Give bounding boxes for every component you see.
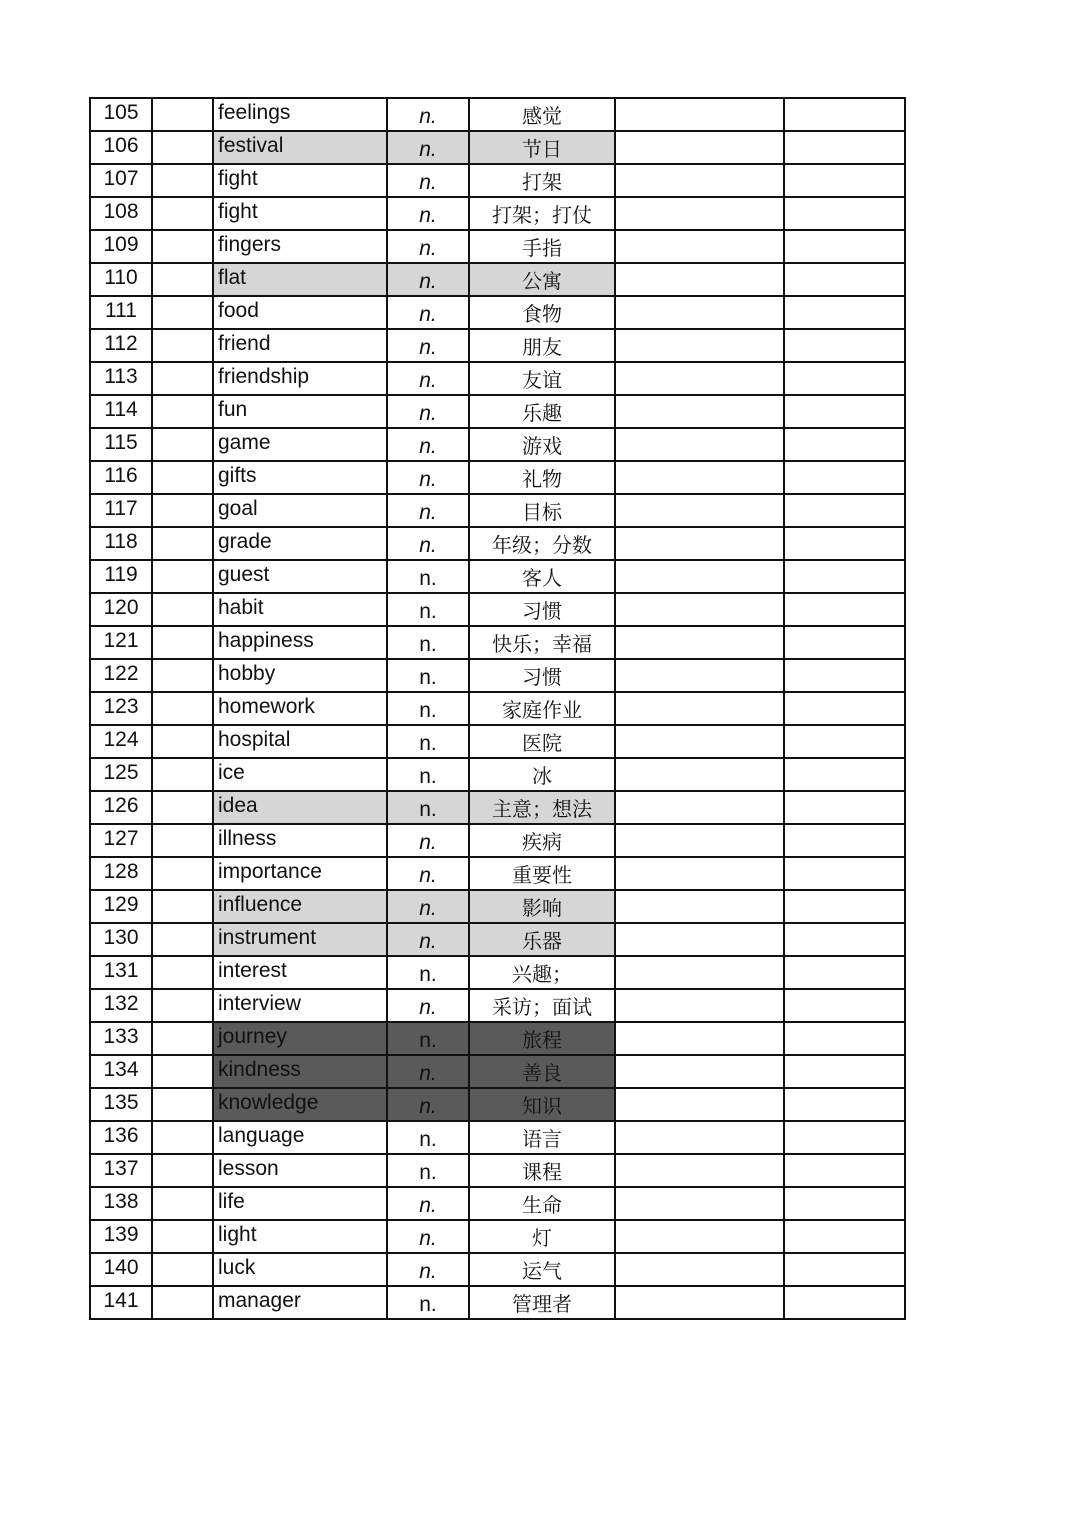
blank-cell	[784, 461, 905, 494]
blank-cell	[784, 263, 905, 296]
blank-cell	[615, 329, 784, 362]
row-number: 111	[90, 296, 152, 329]
row-number: 122	[90, 659, 152, 692]
blank-cell	[152, 1088, 213, 1121]
row-number: 136	[90, 1121, 152, 1154]
table-row	[90, 98, 905, 131]
word-cell: gifts	[213, 461, 387, 494]
table-row	[90, 725, 905, 758]
blank-cell	[152, 263, 213, 296]
blank-cell	[615, 131, 784, 164]
blank-cell	[784, 956, 905, 989]
chinese-meaning-cell: 乐器	[469, 923, 615, 956]
part-of-speech-cell: n.	[387, 857, 469, 890]
word-cell: lesson	[213, 1154, 387, 1187]
blank-cell	[152, 131, 213, 164]
table-row	[90, 1154, 905, 1187]
table-row	[90, 1286, 905, 1319]
part-of-speech-cell: n.	[387, 395, 469, 428]
blank-cell	[784, 1220, 905, 1253]
word-cell: illness	[213, 824, 387, 857]
word-cell: idea	[213, 791, 387, 824]
row-number: 105	[90, 98, 152, 131]
table-row	[90, 857, 905, 890]
chinese-meaning-cell: 兴趣；	[469, 956, 615, 989]
part-of-speech-cell: n.	[387, 296, 469, 329]
part-of-speech-cell: n.	[387, 1088, 469, 1121]
table-row	[90, 395, 905, 428]
chinese-meaning-cell: 打架；打仗	[469, 197, 615, 230]
blank-cell	[784, 890, 905, 923]
table-row	[90, 692, 905, 725]
table-row	[90, 560, 905, 593]
row-number: 120	[90, 593, 152, 626]
chinese-meaning-cell: 影响	[469, 890, 615, 923]
chinese-meaning-cell: 打架	[469, 164, 615, 197]
part-of-speech-cell: n.	[387, 1187, 469, 1220]
blank-cell	[152, 1220, 213, 1253]
part-of-speech-cell: n.	[387, 890, 469, 923]
blank-cell	[784, 131, 905, 164]
table-row	[90, 1055, 905, 1088]
part-of-speech-cell: n.	[387, 494, 469, 527]
blank-cell	[784, 428, 905, 461]
row-number: 133	[90, 1022, 152, 1055]
blank-cell	[615, 263, 784, 296]
word-cell: fingers	[213, 230, 387, 263]
chinese-meaning-cell: 管理者	[469, 1286, 615, 1319]
blank-cell	[615, 560, 784, 593]
table-row	[90, 1187, 905, 1220]
table-row	[90, 164, 905, 197]
blank-cell	[615, 428, 784, 461]
chinese-meaning-cell: 手指	[469, 230, 615, 263]
row-number: 114	[90, 395, 152, 428]
blank-cell	[784, 989, 905, 1022]
row-number: 124	[90, 725, 152, 758]
table-row	[90, 593, 905, 626]
chinese-meaning-cell: 生命	[469, 1187, 615, 1220]
blank-cell	[152, 1022, 213, 1055]
row-number: 118	[90, 527, 152, 560]
chinese-meaning-cell: 习惯	[469, 659, 615, 692]
part-of-speech-cell: n.	[387, 1220, 469, 1253]
blank-cell	[615, 725, 784, 758]
blank-cell	[784, 1022, 905, 1055]
table-row	[90, 626, 905, 659]
blank-cell	[784, 560, 905, 593]
part-of-speech-cell: n.	[387, 263, 469, 296]
table-row	[90, 428, 905, 461]
chinese-meaning-cell: 游戏	[469, 428, 615, 461]
table-row	[90, 494, 905, 527]
word-cell: fight	[213, 197, 387, 230]
blank-cell	[152, 1253, 213, 1286]
blank-cell	[152, 890, 213, 923]
table-row	[90, 659, 905, 692]
table-row	[90, 791, 905, 824]
blank-cell	[152, 725, 213, 758]
blank-cell	[152, 923, 213, 956]
word-cell: hobby	[213, 659, 387, 692]
blank-cell	[615, 230, 784, 263]
blank-cell	[615, 494, 784, 527]
blank-cell	[615, 1154, 784, 1187]
word-cell: habit	[213, 593, 387, 626]
chinese-meaning-cell: 旅程	[469, 1022, 615, 1055]
chinese-meaning-cell: 感觉	[469, 98, 615, 131]
blank-cell	[615, 659, 784, 692]
word-cell: friendship	[213, 362, 387, 395]
part-of-speech-cell: n.	[387, 725, 469, 758]
table-row	[90, 197, 905, 230]
row-number: 107	[90, 164, 152, 197]
blank-cell	[152, 659, 213, 692]
blank-cell	[784, 1187, 905, 1220]
blank-cell	[152, 593, 213, 626]
chinese-meaning-cell: 灯	[469, 1220, 615, 1253]
table-row	[90, 131, 905, 164]
word-cell: guest	[213, 560, 387, 593]
word-cell: fun	[213, 395, 387, 428]
blank-cell	[784, 362, 905, 395]
part-of-speech-cell: n.	[387, 329, 469, 362]
word-cell: feelings	[213, 98, 387, 131]
blank-cell	[615, 1121, 784, 1154]
blank-cell	[784, 692, 905, 725]
row-number: 129	[90, 890, 152, 923]
row-number: 128	[90, 857, 152, 890]
table-row	[90, 1022, 905, 1055]
table-row	[90, 263, 905, 296]
blank-cell	[152, 758, 213, 791]
word-cell: homework	[213, 692, 387, 725]
row-number: 123	[90, 692, 152, 725]
word-cell: interest	[213, 956, 387, 989]
part-of-speech-cell: n.	[387, 1055, 469, 1088]
word-cell: life	[213, 1187, 387, 1220]
word-cell: flat	[213, 263, 387, 296]
word-cell: grade	[213, 527, 387, 560]
blank-cell	[152, 395, 213, 428]
blank-cell	[615, 923, 784, 956]
blank-cell	[615, 758, 784, 791]
word-cell: ice	[213, 758, 387, 791]
table-row	[90, 1088, 905, 1121]
row-number: 135	[90, 1088, 152, 1121]
blank-cell	[615, 824, 784, 857]
blank-cell	[615, 164, 784, 197]
chinese-meaning-cell: 年级；分数	[469, 527, 615, 560]
blank-cell	[784, 626, 905, 659]
blank-cell	[615, 857, 784, 890]
blank-cell	[615, 527, 784, 560]
chinese-meaning-cell: 乐趣	[469, 395, 615, 428]
word-cell: manager	[213, 1286, 387, 1319]
blank-cell	[152, 956, 213, 989]
blank-cell	[152, 527, 213, 560]
table-row	[90, 890, 905, 923]
blank-cell	[152, 560, 213, 593]
table-row	[90, 824, 905, 857]
row-number: 127	[90, 824, 152, 857]
blank-cell	[152, 494, 213, 527]
part-of-speech-cell: n.	[387, 989, 469, 1022]
word-cell: hospital	[213, 725, 387, 758]
blank-cell	[784, 857, 905, 890]
part-of-speech-cell: n.	[387, 626, 469, 659]
word-cell: friend	[213, 329, 387, 362]
word-cell: influence	[213, 890, 387, 923]
chinese-meaning-cell: 知识	[469, 1088, 615, 1121]
chinese-meaning-cell: 疾病	[469, 824, 615, 857]
row-number: 117	[90, 494, 152, 527]
part-of-speech-cell: n.	[387, 131, 469, 164]
blank-cell	[152, 329, 213, 362]
blank-cell	[152, 1286, 213, 1319]
blank-cell	[152, 98, 213, 131]
part-of-speech-cell: n.	[387, 428, 469, 461]
part-of-speech-cell: n.	[387, 923, 469, 956]
part-of-speech-cell: n.	[387, 593, 469, 626]
table-row	[90, 362, 905, 395]
part-of-speech-cell: n.	[387, 527, 469, 560]
row-number: 121	[90, 626, 152, 659]
blank-cell	[784, 791, 905, 824]
part-of-speech-cell: n.	[387, 824, 469, 857]
part-of-speech-cell: n.	[387, 659, 469, 692]
row-number: 134	[90, 1055, 152, 1088]
blank-cell	[152, 230, 213, 263]
table-row	[90, 230, 905, 263]
blank-cell	[152, 1187, 213, 1220]
blank-cell	[784, 824, 905, 857]
table-row	[90, 1220, 905, 1253]
table-row	[90, 989, 905, 1022]
part-of-speech-cell: n.	[387, 692, 469, 725]
word-cell: kindness	[213, 1055, 387, 1088]
row-number: 141	[90, 1286, 152, 1319]
chinese-meaning-cell: 目标	[469, 494, 615, 527]
part-of-speech-cell: n.	[387, 956, 469, 989]
word-cell: language	[213, 1121, 387, 1154]
blank-cell	[784, 1286, 905, 1319]
blank-cell	[615, 692, 784, 725]
word-cell: goal	[213, 494, 387, 527]
chinese-meaning-cell: 快乐；幸福	[469, 626, 615, 659]
blank-cell	[152, 989, 213, 1022]
row-number: 112	[90, 329, 152, 362]
blank-cell	[152, 791, 213, 824]
chinese-meaning-cell: 医院	[469, 725, 615, 758]
blank-cell	[615, 395, 784, 428]
chinese-meaning-cell: 客人	[469, 560, 615, 593]
row-number: 137	[90, 1154, 152, 1187]
blank-cell	[615, 626, 784, 659]
blank-cell	[784, 197, 905, 230]
blank-cell	[152, 164, 213, 197]
row-number: 108	[90, 197, 152, 230]
row-number: 106	[90, 131, 152, 164]
chinese-meaning-cell: 善良	[469, 1055, 615, 1088]
blank-cell	[784, 923, 905, 956]
blank-cell	[784, 230, 905, 263]
blank-cell	[784, 329, 905, 362]
blank-cell	[152, 428, 213, 461]
part-of-speech-cell: n.	[387, 164, 469, 197]
blank-cell	[615, 956, 784, 989]
blank-cell	[615, 1187, 784, 1220]
chinese-meaning-cell: 主意；想法	[469, 791, 615, 824]
chinese-meaning-cell: 公寓	[469, 263, 615, 296]
part-of-speech-cell: n.	[387, 230, 469, 263]
chinese-meaning-cell: 运气	[469, 1253, 615, 1286]
blank-cell	[615, 1022, 784, 1055]
chinese-meaning-cell: 冰	[469, 758, 615, 791]
chinese-meaning-cell: 家庭作业	[469, 692, 615, 725]
blank-cell	[615, 989, 784, 1022]
row-number: 131	[90, 956, 152, 989]
blank-cell	[615, 1088, 784, 1121]
row-number: 115	[90, 428, 152, 461]
blank-cell	[784, 395, 905, 428]
chinese-meaning-cell: 食物	[469, 296, 615, 329]
blank-cell	[152, 296, 213, 329]
chinese-meaning-cell: 重要性	[469, 857, 615, 890]
part-of-speech-cell: n.	[387, 758, 469, 791]
blank-cell	[152, 692, 213, 725]
blank-cell	[615, 296, 784, 329]
chinese-meaning-cell: 课程	[469, 1154, 615, 1187]
vocabulary-table	[89, 97, 906, 1320]
blank-cell	[615, 1055, 784, 1088]
blank-cell	[615, 791, 784, 824]
blank-cell	[615, 1253, 784, 1286]
blank-cell	[784, 494, 905, 527]
blank-cell	[784, 725, 905, 758]
chinese-meaning-cell: 友谊	[469, 362, 615, 395]
blank-cell	[784, 758, 905, 791]
vocabulary-table-body	[90, 98, 905, 1319]
blank-cell	[152, 857, 213, 890]
row-number: 116	[90, 461, 152, 494]
chinese-meaning-cell: 语言	[469, 1121, 615, 1154]
blank-cell	[615, 1220, 784, 1253]
blank-cell	[152, 1055, 213, 1088]
word-cell: happiness	[213, 626, 387, 659]
part-of-speech-cell: n.	[387, 560, 469, 593]
part-of-speech-cell: n.	[387, 461, 469, 494]
blank-cell	[615, 890, 784, 923]
table-row	[90, 1253, 905, 1286]
row-number: 138	[90, 1187, 152, 1220]
word-cell: game	[213, 428, 387, 461]
row-number: 113	[90, 362, 152, 395]
table-row	[90, 758, 905, 791]
row-number: 125	[90, 758, 152, 791]
word-cell: festival	[213, 131, 387, 164]
word-cell: fight	[213, 164, 387, 197]
blank-cell	[615, 461, 784, 494]
word-cell: luck	[213, 1253, 387, 1286]
table-row	[90, 296, 905, 329]
row-number: 110	[90, 263, 152, 296]
row-number: 139	[90, 1220, 152, 1253]
part-of-speech-cell: n.	[387, 1253, 469, 1286]
table-row	[90, 923, 905, 956]
row-number: 140	[90, 1253, 152, 1286]
chinese-meaning-cell: 习惯	[469, 593, 615, 626]
blank-cell	[784, 527, 905, 560]
blank-cell	[152, 362, 213, 395]
part-of-speech-cell: n.	[387, 362, 469, 395]
blank-cell	[152, 1121, 213, 1154]
blank-cell	[152, 461, 213, 494]
table-row	[90, 527, 905, 560]
row-number: 119	[90, 560, 152, 593]
row-number: 130	[90, 923, 152, 956]
blank-cell	[784, 1154, 905, 1187]
table-row	[90, 956, 905, 989]
chinese-meaning-cell: 礼物	[469, 461, 615, 494]
blank-cell	[784, 1253, 905, 1286]
blank-cell	[784, 593, 905, 626]
blank-cell	[615, 197, 784, 230]
chinese-meaning-cell: 节日	[469, 131, 615, 164]
part-of-speech-cell: n.	[387, 1154, 469, 1187]
blank-cell	[784, 164, 905, 197]
part-of-speech-cell: n.	[387, 1022, 469, 1055]
table-row	[90, 461, 905, 494]
blank-cell	[152, 626, 213, 659]
word-cell: food	[213, 296, 387, 329]
part-of-speech-cell: n.	[387, 98, 469, 131]
word-cell: knowledge	[213, 1088, 387, 1121]
word-cell: instrument	[213, 923, 387, 956]
word-cell: journey	[213, 1022, 387, 1055]
table-row	[90, 1121, 905, 1154]
part-of-speech-cell: n.	[387, 791, 469, 824]
blank-cell	[784, 1088, 905, 1121]
table-row	[90, 329, 905, 362]
row-number: 132	[90, 989, 152, 1022]
blank-cell	[784, 1121, 905, 1154]
blank-cell	[152, 197, 213, 230]
blank-cell	[615, 1286, 784, 1319]
blank-cell	[152, 1154, 213, 1187]
part-of-speech-cell: n.	[387, 1121, 469, 1154]
chinese-meaning-cell: 朋友	[469, 329, 615, 362]
blank-cell	[152, 824, 213, 857]
blank-cell	[615, 98, 784, 131]
blank-cell	[615, 593, 784, 626]
part-of-speech-cell: n.	[387, 197, 469, 230]
part-of-speech-cell: n.	[387, 1286, 469, 1319]
row-number: 109	[90, 230, 152, 263]
chinese-meaning-cell: 采访；面试	[469, 989, 615, 1022]
word-cell: light	[213, 1220, 387, 1253]
word-cell: importance	[213, 857, 387, 890]
row-number: 126	[90, 791, 152, 824]
blank-cell	[615, 362, 784, 395]
blank-cell	[784, 1055, 905, 1088]
blank-cell	[784, 98, 905, 131]
word-cell: interview	[213, 989, 387, 1022]
blank-cell	[784, 659, 905, 692]
blank-cell	[784, 296, 905, 329]
